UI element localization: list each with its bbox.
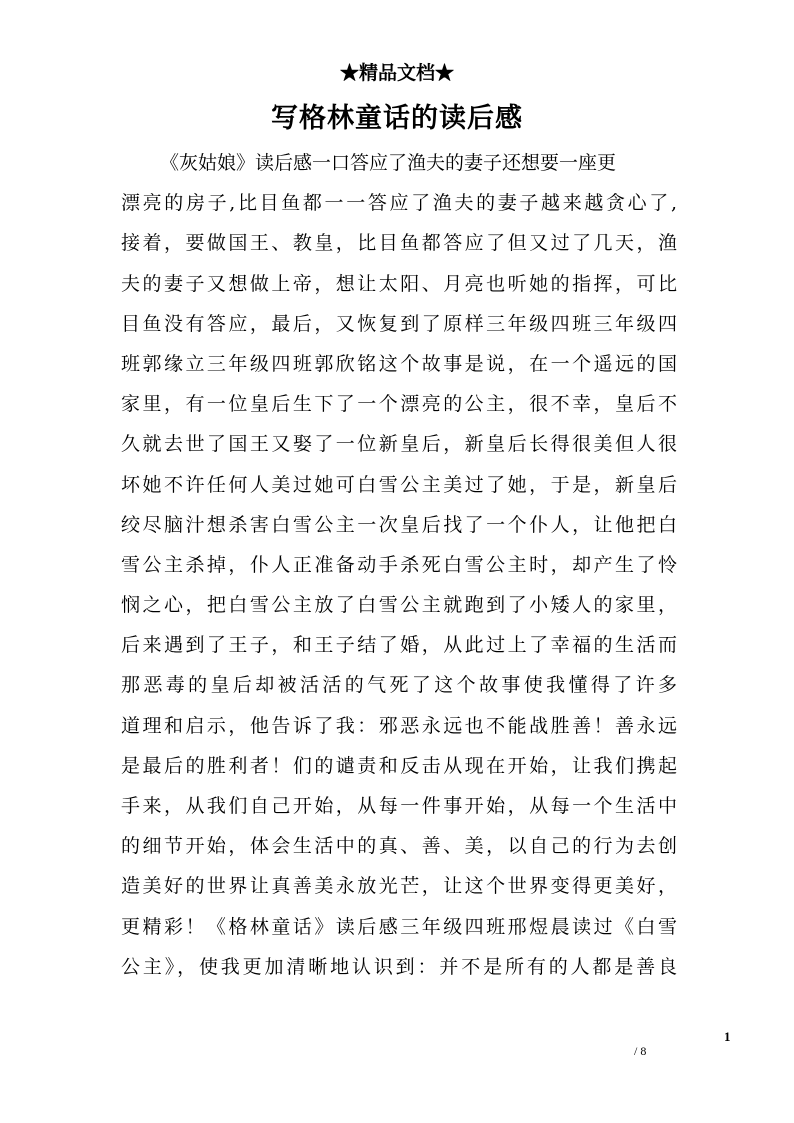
- body-line: 道理和启示，他告诉了我：邪恶永远也不能战胜善！善永远: [121, 714, 677, 737]
- document-header-tag: ★精品文档★: [339, 62, 454, 84]
- page-number: 1: [724, 1029, 731, 1044]
- body-line: 班郭缘立三年级四班郭欣铭这个故事是说，在一个遥远的国: [121, 352, 677, 375]
- body-line: 绞尽脑汁想杀害白雪公主一次皇后找了一个仆人，让他把白: [121, 513, 677, 536]
- document-body: [121, 143, 677, 987]
- body-line: 目鱼没有答应，最后，又恢复到了原样三年级四班三年级四: [121, 312, 677, 335]
- document-title: 写格林童话的读后感: [271, 103, 523, 134]
- body-line: 坏她不许任何人美过她可白雪公主美过了她，于是，新皇后: [121, 473, 677, 496]
- body-line: 家里，有一位皇后生下了一个漂亮的公主，很不幸，皇后不: [121, 393, 677, 416]
- body-line: 漂亮的房子,比目鱼都一一答应了渔夫的妻子越来越贪心了,: [121, 192, 677, 215]
- body-line: 更精彩！《格林童话》读后感三年级四班邢煜晨读过《白雪: [121, 915, 677, 938]
- body-line: 是最后的胜利者！们的谴责和反击从现在开始，让我们携起: [121, 754, 677, 777]
- body-line: 造美好的世界让真善美永放光芒，让这个世界变得更美好，: [121, 875, 677, 898]
- page-total: / 8: [634, 1044, 647, 1058]
- body-line: 那恶毒的皇后却被活活的气死了这个故事使我懂得了许多: [121, 674, 677, 697]
- body-line: 悯之心，把白雪公主放了白雪公主就跑到了小矮人的家里，: [121, 594, 677, 617]
- body-line: 接着，要做国王、教皇，比目鱼都答应了但又过了几天，渔: [121, 232, 677, 255]
- body-line: 公主》，使我更加清晰地认识到：并不是所有的人都是善良: [121, 955, 677, 978]
- body-line: 手来，从我们自己开始，从每一件事开始，从每一个生活中: [121, 795, 677, 817]
- body-line: 夫的妻子又想做上帝，想让太阳、月亮也听她的指挥，可比: [121, 272, 677, 295]
- body-line: 久就去世了国王又娶了一位新皇后，新皇后长得很美但人很: [121, 433, 677, 456]
- body-line: 的细节开始，体会生活中的真、善、美，以自己的行为去创: [121, 835, 677, 858]
- body-line: 雪公主杀掉，仆人正准备动手杀死白雪公主时，却产生了怜: [121, 553, 677, 576]
- body-line: 《灰姑娘》读后感一口答应了渔夫的妻子还想要一座更: [160, 152, 617, 174]
- body-line: 后来遇到了王子，和王子结了婚，从此过上了幸福的生活而: [121, 634, 677, 657]
